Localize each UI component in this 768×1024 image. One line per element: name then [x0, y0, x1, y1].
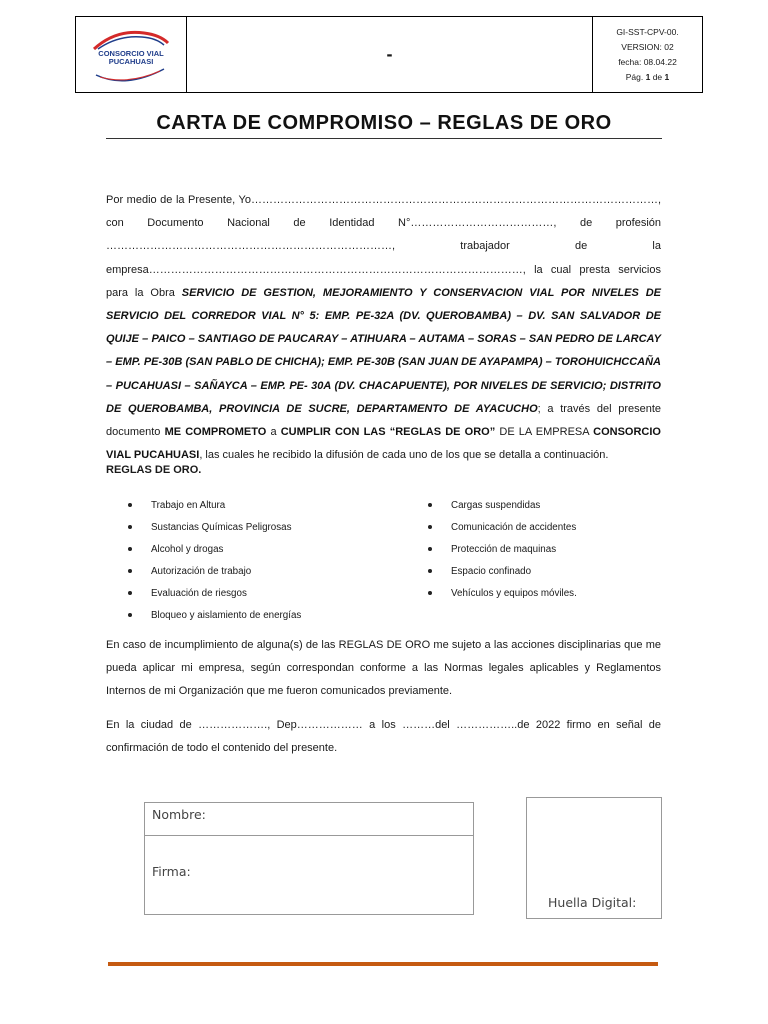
list-item: Sustancias Químicas Peligrosas — [126, 517, 301, 539]
list-item: Protección de maquinas — [426, 539, 577, 561]
document-version: VERSION: 02 — [621, 41, 674, 52]
page-indicator: Pág. 1 de 1 — [625, 71, 670, 82]
profession-blank[interactable]: …………………………………………………………………… — [106, 240, 392, 253]
consequence-paragraph: En caso de incumplimiento de alguna(s) de las REGLAS DE ORO me sujeto a las acciones disciplinarias que me pueda aplicar mi empresa, según correspondan conforme a las Normas legales aplicables y Reglamentos Internos de mi Organización que me fueron comunicados previamente. — [106, 639, 661, 698]
logo-wordmark: CONSORCIO VIAL PUCAHUASI — [98, 49, 164, 66]
list-item: Alcohol y drogas — [126, 539, 301, 561]
list-item: Vehículos y equipos móviles. — [426, 583, 577, 605]
company-blank[interactable]: ………………………………………………………………………………………… — [148, 263, 523, 276]
dni-blank[interactable]: ………………………………… — [410, 217, 554, 230]
document-date: fecha: 08.04.22 — [618, 56, 677, 67]
document-code: GI-SST-CPV-00. — [616, 26, 679, 37]
header-center-cell — [187, 17, 593, 92]
document-control-info — [593, 17, 702, 92]
fingerprint-label: Huella Digital: — [548, 895, 637, 910]
signature-field[interactable] — [144, 835, 474, 915]
list-item: Comunicación de accidentes — [426, 517, 577, 539]
rules-list-right — [426, 495, 577, 605]
list-item: Trabajo en Altura — [126, 495, 301, 517]
document-header — [75, 16, 703, 93]
list-item: Cargas suspendidas — [426, 495, 577, 517]
footer-divider — [108, 962, 658, 966]
header-center-text: - — [386, 44, 393, 64]
closing-paragraph: En la ciudad de ………………., Dep……………… a los ………del ……………..de 2022 firmo en señal de confirmación de todo el contenido del presente. — [106, 719, 661, 755]
rules-list-left — [126, 495, 301, 627]
page-title: CARTA DE COMPROMISO – REGLAS DE ORO — [156, 112, 612, 134]
commitment-paragraph: Por medio de la Presente, Yo…………………………………………………………………………………………………, con Documento Nacional de Identidad N°…………………………………, de profesión ……………………………………………………………………, trabajador de la empresa…………………………………………………………………………………………, la cual presta servicios para la Obra SERVICIO DE GESTION, MEJORAMIENTO Y CONSERVACION VIAL POR NIVELES DE SERVICIO DEL CORREDOR VIAL N° 5: EMP. PE-32A (DV. QUEROBAMBA) – DV. SAN SALVADOR DE QUIJE – PAICO – SANTIAGO DE PAUCARAY – ATIHUARA – AUTAMA – SORAS – SAN PEDRO DE LARCAY – EMP. PE-30B (SAN PABLO DE CHICHA); EMP. PE-30B (SAN JUAN DE AYAPAMPA) – TOROHUICHCCAÑA – PUCAHUASI – SAÑAYCA – EMP. PE- 30A (DV. CHACAPUENTE), POR NIVELES DE SERVICIO; DISTRITO DE QUEROBAMBA, PROVINCIA DE SUCRE, DEPARTAMENTO DE AYACUCHO; a través del presente documento ME COMPROMETO a CUMPLIR CON LAS “REGLAS DE ORO” DE LA EMPRESA CONSORCIO VIAL PUCAHUASI, las cuales he recibido la difusión de cada uno de los que se detalla a continuación. — [106, 194, 662, 462]
list-item: Evaluación de riesgos — [126, 583, 301, 605]
name-label: Nombre: — [152, 807, 206, 822]
list-item: Bloqueo y aislamiento de energías — [126, 605, 301, 627]
list-item: Espacio confinado — [426, 561, 577, 583]
name-blank[interactable]: ………………………………………………………………………………………………… — [250, 194, 658, 206]
logo-cell — [76, 17, 187, 92]
title-underline — [106, 138, 662, 139]
list-item: Autorización de trabajo — [126, 561, 301, 583]
signature-label: Firma: — [152, 864, 191, 879]
rules-heading: REGLAS DE ORO. — [106, 464, 202, 476]
project-name: SERVICIO DE GESTION, MEJORAMIENTO Y CONSERVACION VIAL POR NIVELES DE SERVICIO DEL CORREDOR VIAL N° 5: EMP. PE-32A (DV. QUEROBAMBA) – DV. SAN SALVADOR DE QUIJE – PAICO – SANTIAGO DE PAUCARAY – ATIHUARA – AUTAMA – SORAS – SAN PEDRO DE LARCAY – EMP. PE-30B (SAN PABLO DE CHICHA); EMP. PE-30B (SAN JUAN DE AYAPAMPA) – TOROHUICHCCAÑA – PUCAHUASI – SAÑAYCA – EMP. PE- 30A (DV. CHACAPUENTE), POR NIVELES DE SERVICIO; DISTRITO DE QUEROBAMBA, PROVINCIA DE SUCRE, DEPARTAMENTO DE AYACUCHO — [106, 286, 662, 415]
